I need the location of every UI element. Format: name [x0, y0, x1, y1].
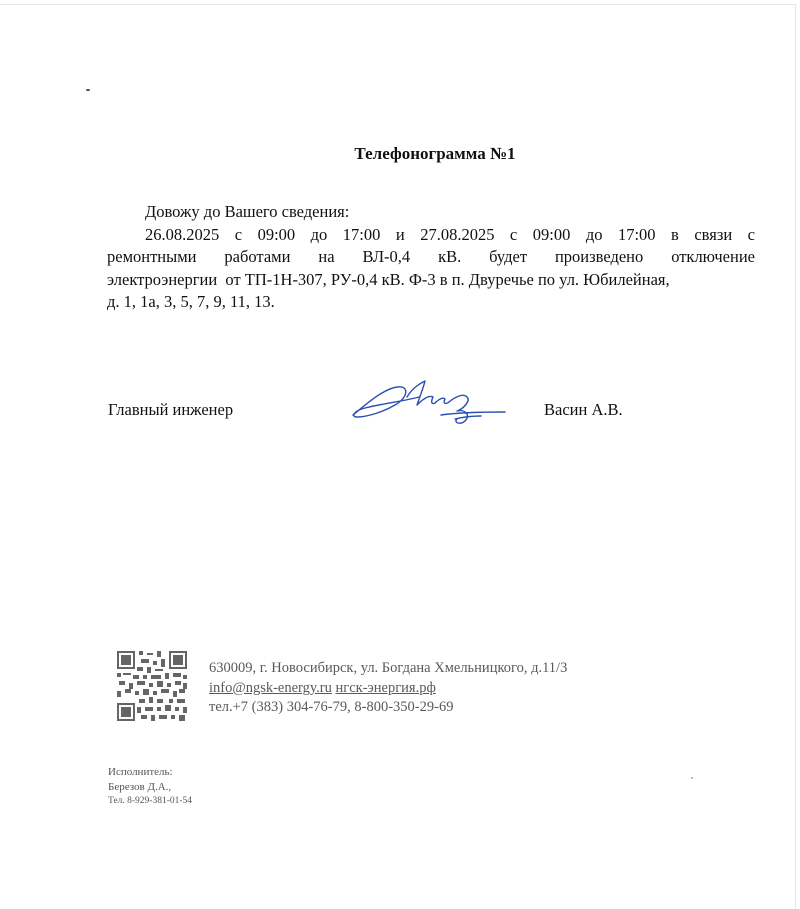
email-link[interactable]: info@ngsk-energy.ru	[209, 679, 332, 696]
handwritten-signature	[345, 375, 515, 430]
executor-name: Березов Д.А.,	[108, 780, 172, 793]
executor-label: Исполнитель:	[108, 766, 173, 778]
company-phones: тел.+7 (383) 304-76-79, 8-800-350-29-69	[209, 699, 454, 715]
document-title: Телефонограмма №1	[354, 144, 516, 163]
signatory-name: Васин А.В.	[544, 400, 623, 419]
body-line: д. 1, 1а, 3, 5, 7, 9, 11, 13.	[107, 292, 275, 311]
executor-phone: Тел. 8-929-381-01-54	[108, 796, 193, 806]
body-line: электроэнергии от ТП-1Н-307, РУ-0,4 кВ. Ф-3 в п. Двуречье по ул. Юбилейная,	[107, 269, 670, 289]
body-intro: Довожу до Вашего сведения:	[145, 202, 350, 221]
body-line: 26.08.2025 с 09:00 до 17:00 и 27.08.2025 с 09:00 до 17:00 в связи с	[145, 224, 755, 244]
scan-speck	[691, 777, 693, 779]
scan-speck	[86, 89, 90, 91]
qr-code-icon	[117, 651, 187, 721]
contacts-block	[209, 659, 567, 718]
contact-links	[209, 679, 567, 699]
document-body	[107, 201, 755, 314]
website-link[interactable]: нгск-энергия.рф	[335, 679, 436, 696]
page-edge	[0, 4, 796, 5]
body-line: ремонтными работами на ВЛ-0,4 кВ. будет произведено отключение	[107, 247, 755, 266]
page-edge	[795, 4, 796, 909]
company-address: 630009, г. Новосибирск, ул. Богдана Хмельницкого, д.11/3	[209, 660, 568, 676]
signatory-position: Главный инженер	[108, 400, 234, 419]
executor-block	[108, 765, 192, 809]
